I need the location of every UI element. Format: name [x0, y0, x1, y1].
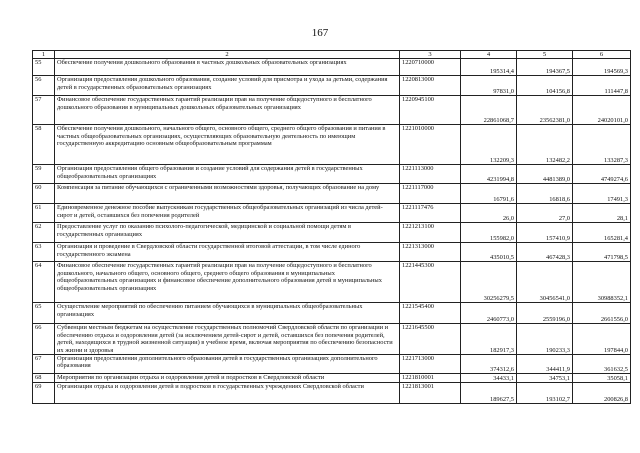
- row-value-2: 344411,9: [517, 355, 573, 374]
- row-value-3: 30988352,1: [573, 262, 631, 303]
- table-header-row: [33, 51, 631, 59]
- row-value-3: 28,1: [573, 204, 631, 223]
- row-name: Организация предоставления дошкольного образования, создание условий для присмотра и ухода за детьми, содержания детей в государственных образовательных организациях: [55, 76, 400, 96]
- row-value-3: 133287,3: [573, 125, 631, 165]
- row-code: 1221213100: [400, 223, 461, 243]
- table-row: [33, 303, 631, 324]
- row-value-1: 26,0: [461, 204, 517, 223]
- row-code: 1221810001: [400, 374, 461, 383]
- row-number: 56: [33, 76, 55, 96]
- row-name: Компенсация за питание обучающихся с ограниченными возможностями здоровья, получающих образование на дому: [55, 184, 400, 204]
- table-row: [33, 184, 631, 204]
- row-code: 1221010000: [400, 125, 461, 165]
- table-row: [33, 355, 631, 374]
- column-header-2: 2: [55, 51, 400, 59]
- column-header-3: 3: [400, 51, 461, 59]
- row-value-3: 197844,0: [573, 324, 631, 355]
- row-name: Организация и проведение в Свердловской области государственной итоговой аттестации, в том числе единого государственного экзамена: [55, 243, 400, 262]
- row-name: Обеспечение получения дошкольного образования в частных дошкольных образовательных организациях: [55, 59, 400, 76]
- row-value-2: 34753,1: [517, 374, 573, 383]
- table-row: [33, 324, 631, 355]
- row-code: 1221313000: [400, 243, 461, 262]
- row-value-1: 195314,4: [461, 59, 517, 76]
- row-number: 67: [33, 355, 55, 374]
- row-value-1: 182917,3: [461, 324, 517, 355]
- row-number: 63: [33, 243, 55, 262]
- row-value-2: 193102,7: [517, 383, 573, 404]
- row-value-2: 190233,3: [517, 324, 573, 355]
- row-code: 1220813000: [400, 76, 461, 96]
- row-value-1: 435010,5: [461, 243, 517, 262]
- row-value-1: 155982,0: [461, 223, 517, 243]
- row-code: 1221813001: [400, 383, 461, 404]
- row-value-2: 27,0: [517, 204, 573, 223]
- row-value-2: 467428,3: [517, 243, 573, 262]
- row-value-1: 30256279,5: [461, 262, 517, 303]
- row-code: 1221117000: [400, 184, 461, 204]
- row-code: 1220710000: [400, 59, 461, 76]
- row-value-1: 189627,5: [461, 383, 517, 404]
- row-name: Единовременное денежное пособие выпускникам государственных общеобразовательных организаций из числа детей-сирот и детей, оставшихся без попечения родителей: [55, 204, 400, 223]
- row-value-3: 2661556,0: [573, 303, 631, 324]
- row-value-3: 111447,8: [573, 76, 631, 96]
- row-value-3: 35058,1: [573, 374, 631, 383]
- row-value-3: 471798,5: [573, 243, 631, 262]
- row-number: 58: [33, 125, 55, 165]
- row-value-1: 22861068,7: [461, 96, 517, 125]
- table-row: [33, 374, 631, 383]
- row-value-3: 24020101,0: [573, 96, 631, 125]
- row-value-2: 2559196,0: [517, 303, 573, 324]
- row-code: 1221445300: [400, 262, 461, 303]
- row-code: 1221545400: [400, 303, 461, 324]
- row-value-2: 16818,6: [517, 184, 573, 204]
- page-number: 167: [311, 27, 329, 39]
- row-value-1: 16791,6: [461, 184, 517, 204]
- row-name: Организация отдыха и оздоровления детей и подростков в государственных учреждениях Свердловской области: [55, 383, 400, 404]
- row-value-1: 374312,6: [461, 355, 517, 374]
- row-number: 59: [33, 165, 55, 184]
- row-value-2: 4481389,0: [517, 165, 573, 184]
- row-code: 1221645500: [400, 324, 461, 355]
- row-value-2: 104156,8: [517, 76, 573, 96]
- row-name: Обеспечение получения дошкольного, начального общего, основного общего, среднего общего образования и питания в частных общеобразовательных организациях, осуществляющих образовательную деятельность по имеющим государственную аккредитацию основным общеобразовательным программам: [55, 125, 400, 165]
- row-name: Предоставление услуг по оказанию психолого-педагогической, медицинской и социальной помощи детям в государственных организациях: [55, 223, 400, 243]
- row-value-2: 194367,5: [517, 59, 573, 76]
- budget-table: [32, 50, 631, 404]
- row-number: 69: [33, 383, 55, 404]
- row-number: 66: [33, 324, 55, 355]
- row-code: 1220945100: [400, 96, 461, 125]
- row-value-3: 200826,8: [573, 383, 631, 404]
- table-row: [33, 204, 631, 223]
- row-value-2: 157410,9: [517, 223, 573, 243]
- column-header-4: 4: [461, 51, 517, 59]
- row-number: 64: [33, 262, 55, 303]
- row-name: Финансовое обеспечение государственных гарантий реализации прав на получение общедоступного и бесплатного дошкольного, начального общего, основного общего, среднего общего образования в муниципальных общеобразовательных организациях и финансовое обеспечение дополнительного образования детей в муниципальных общеобразовательных организациях: [55, 262, 400, 303]
- row-value-3: 165281,4: [573, 223, 631, 243]
- row-value-2: 30456541,0: [517, 262, 573, 303]
- table-row: [33, 165, 631, 184]
- row-value-1: 132209,3: [461, 125, 517, 165]
- row-value-3: 17491,3: [573, 184, 631, 204]
- row-number: 65: [33, 303, 55, 324]
- row-name: Организация предоставления общего образования и создание условий для содержания детей в государственных общеобразовательных организациях: [55, 165, 400, 184]
- row-value-3: 4749274,6: [573, 165, 631, 184]
- table-row: [33, 243, 631, 262]
- row-name: Организация предоставления дополнительного образования детей в государственных организациях дополнительного образования: [55, 355, 400, 374]
- column-header-5: 5: [517, 51, 573, 59]
- table-row: [33, 383, 631, 404]
- row-value-1: 97831,0: [461, 76, 517, 96]
- row-name: Субвенции местным бюджетам на осуществление государственных полномочий Свердловской области по организации и обеспечению отдыха и оздоровления детей (за исключением детей-сирот и детей, оставшихся без попечения родителей, детей, находящихся в трудной жизненной ситуации) в учебное время, включая мероприятия по обеспечению безопасности их жизни и здоровья: [55, 324, 400, 355]
- row-code: 1221713000: [400, 355, 461, 374]
- row-name: Финансовое обеспечение государственных гарантий реализации прав на получение общедоступного и бесплатного дошкольного образования в муниципальных дошкольных образовательных организациях: [55, 96, 400, 125]
- row-value-2: 23562381,0: [517, 96, 573, 125]
- table-row: [33, 223, 631, 243]
- row-number: 68: [33, 374, 55, 383]
- row-value-2: 132482,2: [517, 125, 573, 165]
- row-number: 61: [33, 204, 55, 223]
- row-value-3: 194569,3: [573, 59, 631, 76]
- column-header-1: 1: [33, 51, 55, 59]
- row-value-1: 2460773,0: [461, 303, 517, 324]
- row-code: 1221117476: [400, 204, 461, 223]
- table-row: [33, 76, 631, 96]
- row-value-1: 34433,1: [461, 374, 517, 383]
- row-number: 57: [33, 96, 55, 125]
- row-code: 1221113000: [400, 165, 461, 184]
- row-number: 62: [33, 223, 55, 243]
- table-row: [33, 262, 631, 303]
- row-value-3: 361632,5: [573, 355, 631, 374]
- row-value-1: 4231994,8: [461, 165, 517, 184]
- table-row: [33, 125, 631, 165]
- table-row: [33, 59, 631, 76]
- row-name: Мероприятия по организации отдыха и оздоровления детей и подростков в Свердловской области: [55, 374, 400, 383]
- row-number: 55: [33, 59, 55, 76]
- column-header-6: 6: [573, 51, 631, 59]
- table-row: [33, 96, 631, 125]
- row-name: Осуществление мероприятий по обеспечению питанием обучающихся в муниципальных общеобразовательных организациях: [55, 303, 400, 324]
- row-number: 60: [33, 184, 55, 204]
